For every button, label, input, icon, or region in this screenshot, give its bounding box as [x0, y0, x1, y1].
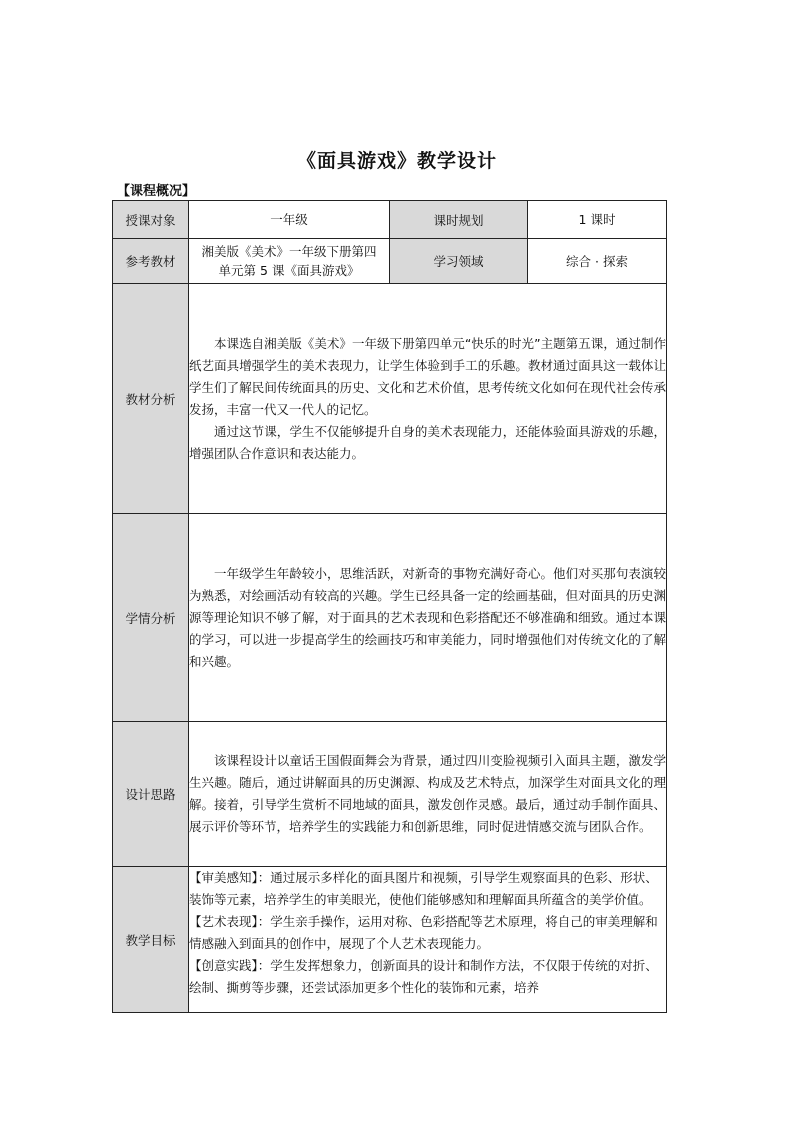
document-title: 《面具游戏》教学设计 — [296, 150, 497, 172]
period-label: 课时规划 — [390, 201, 528, 239]
lesson-plan-table — [112, 200, 667, 1013]
section-label-overview: 【课程概况】 — [117, 184, 196, 199]
row-analysis — [113, 284, 667, 514]
goal-aesthetic: 【审美感知】：通过展示多样化的面具图片和视频，引导学生观察面具的色彩、形状、装饰等元素，培养学生的审美眼光，使他们能够感知和理解面具所蕴含的美学价值。 — [189, 870, 658, 907]
period-value: 1 课时 — [528, 201, 667, 239]
goal-expression: 【艺术表现】：学生亲手操作，运用对称、色彩搭配等艺术原理，将自己的审美理解和情感融入到面具的创作中，展现了个人艺术表现能力。 — [189, 914, 658, 951]
design-content — [189, 722, 667, 867]
goals-label: 教学目标 — [113, 867, 189, 1013]
row-goals — [113, 867, 667, 1013]
students-content — [189, 514, 667, 722]
goals-content — [189, 867, 667, 1013]
target-value: 一年级 — [189, 201, 390, 239]
row-students — [113, 514, 667, 722]
target-label: 授课对象 — [113, 201, 189, 239]
row-target — [113, 201, 667, 239]
goal-practice: 【创意实践】：学生发挥想象力，创新面具的设计和制作方法，不仅限于传统的对折、绘制、撕剪等步骤，还尝试添加更多个性化的装饰和元素，培养 — [189, 958, 658, 995]
students-paragraph: 一年级学生年龄较小，思维活跃，对新奇的事物充满好奇心。他们对买那句表演较为熟悉，对绘画活动有较高的兴趣。学生已经具备一定的绘画基础，但对面具的历史渊源等理论知识不够了解，对于面具的艺术表现和色彩搭配还不够准确和细致。通过本课的学习，可以进一步提高学生的绘画技巧和审美能力，同时增强他们对传统文化的了解和兴趣。 — [189, 565, 666, 669]
design-label: 设计思路 — [113, 722, 189, 867]
analysis-paragraph: 通过这节课，学生不仅能够提升自身的美术表现能力，还能体验面具游戏的乐趣，增强团队合作意识和表达能力。 — [189, 423, 666, 461]
analysis-content — [189, 284, 667, 514]
area-label: 学习领域 — [390, 239, 528, 284]
analysis-label: 教材分析 — [113, 284, 189, 514]
design-paragraph: 该课程设计以童话王国假面舞会为背景，通过四川变脸视频引入面具主题，激发学生兴趣。随后，通过讲解面具的历史渊源、构成及艺术特点，加深学生对面具文化的理解。接着，引导学生赏析不同地域的面具，激发创作灵感。最后，通过动手制作面具、展示评价等环节，培养学生的实践能力和创新思维，同时促进情感交流与团队合作。 — [189, 753, 666, 834]
textbook-value: 湘美版《美术》一年级下册第四单元第 5 课《面具游戏》 — [189, 239, 390, 284]
textbook-label: 参考教材 — [113, 239, 189, 284]
analysis-paragraph: 本课选自湘美版《美术》一年级下册第四单元“快乐的时光”主题第五课，通过制作纸艺面具增强学生的美术表现力，让学生体验到手工的乐趣。教材通过面具这一载体让学生们了解民间传统面具的历史、文化和艺术价值，思考传统文化如何在现代社会传承发扬，丰富一代又一代人的记忆。 — [189, 335, 666, 417]
row-design — [113, 722, 667, 867]
area-value: 综合 · 探索 — [528, 239, 667, 284]
row-textbook — [113, 239, 667, 284]
students-label: 学情分析 — [113, 514, 189, 722]
